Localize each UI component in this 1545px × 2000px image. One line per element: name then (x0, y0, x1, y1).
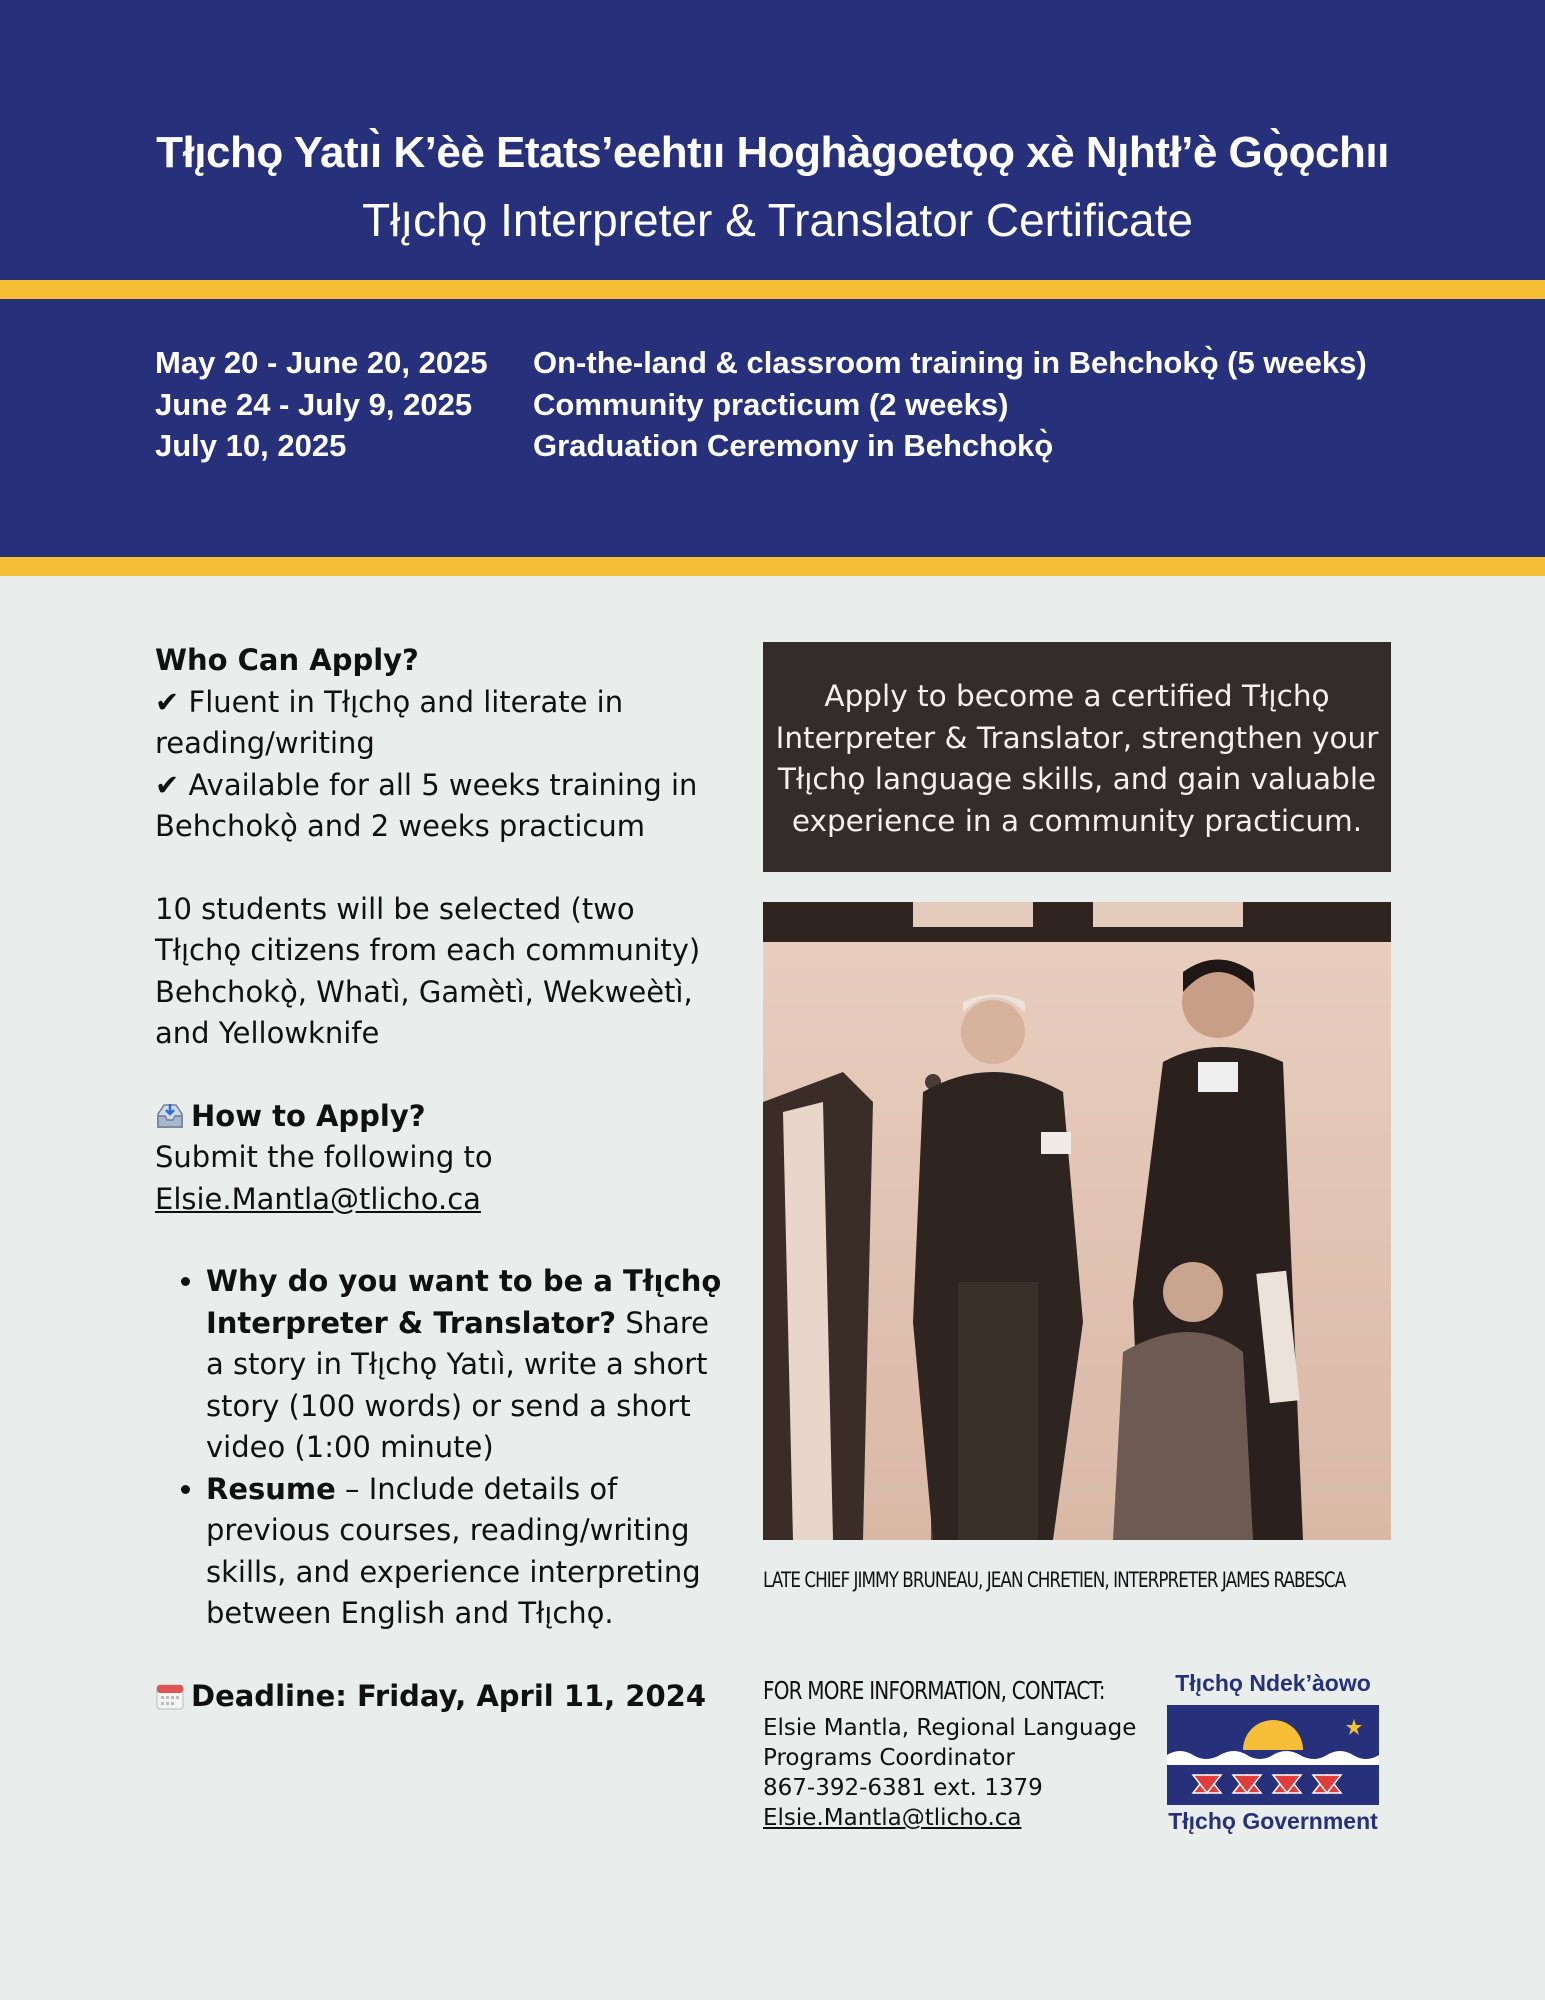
requirements-list (155, 1261, 725, 1635)
callout-box (763, 642, 1391, 872)
schedule-desc: Graduation Ceremony in Behchokǫ̀ (533, 428, 1054, 463)
deadline-line (155, 1676, 725, 1718)
requirement-item (206, 1469, 725, 1635)
contact-name: Elsie Mantla, Regional Language (763, 1715, 1137, 1741)
inbox-tray-icon (155, 1100, 185, 1128)
schedule-row (155, 387, 1008, 423)
schedule-row (155, 428, 1053, 464)
contact-details (763, 1713, 1143, 1833)
check-icon: ✔ (155, 767, 180, 802)
title-english: Tłı̨chǫ Interpreter & Translator Certificate (362, 194, 1193, 246)
left-column (155, 640, 725, 1717)
who-item-text: Available for all 5 weeks training in Behchokǫ̀ and 2 weeks practicum (155, 767, 698, 843)
requirement-text: – Include details of previous courses, reading/writing skills, and experience interpreting between English and Tłı̨chǫ. (206, 1471, 701, 1630)
logo-top-text: Tłı̨chǫ Ndek’àowo (1175, 1670, 1371, 1696)
schedule-desc: On-the-land & classroom training in Behchokǫ̀ (5 weeks) (533, 345, 1367, 380)
schedule-date: July 10, 2025 (155, 428, 347, 463)
requirement-title: Why do you want to be a Tłı̨chǫ Interpreter & Translator? (206, 1264, 722, 1340)
schedule-desc: Community practicum (2 weeks) (533, 387, 1009, 422)
contact-email-link[interactable]: Elsie.Mantla@tlicho.ca (763, 1805, 1022, 1831)
schedule-date: June 24 - July 9, 2025 (155, 387, 473, 422)
contact-phone[interactable]: 867-392-6381 ext. 1379 (763, 1775, 1043, 1801)
who-item (155, 682, 725, 765)
apply-heading: How to Apply? (191, 1098, 426, 1133)
tlicho-government-logo (1167, 1670, 1379, 1838)
contact-heading: FOR MORE INFORMATION, CONTACT: (763, 1676, 1105, 1705)
requirement-item (206, 1261, 725, 1469)
header-banner (0, 0, 1545, 280)
calendar-icon (155, 1680, 185, 1708)
selection-text: 10 students will be selected (two Tłı̨chǫ citizens from each community) Behchokǫ̀, Whatì, Gamètì, Wekweètì, and Yellowknife (155, 891, 701, 1050)
schedule-date: May 20 - June 20, 2025 (155, 345, 488, 380)
tlicho-flag-icon (1167, 1705, 1379, 1805)
who-item (155, 765, 725, 848)
callout-text: Apply to become a certified Tłı̨chǫ Interpreter & Translator, strengthen your Tłı̨chǫ language skills, and gain valuable experience in a community practicum. (775, 679, 1379, 838)
historic-photo (763, 902, 1391, 1540)
gold-stripe-bottom (0, 557, 1545, 576)
contact-role: Programs Coordinator (763, 1745, 1015, 1771)
schedule-row (155, 345, 1367, 381)
apply-heading-line (155, 1096, 725, 1138)
requirement-title: Resume (206, 1471, 336, 1506)
deadline-text: Deadline: Friday, April 11, 2024 (191, 1678, 707, 1713)
who-heading: Who Can Apply? (155, 643, 419, 677)
photo-caption: LATE CHIEF JIMMY BRUNEAU, JEAN CHRETIEN, INTERPRETER JAMES RABESCA (763, 1568, 1346, 1592)
title-tlicho: Tłı̨chǫ Yatıı̀ K’èè Etats’eehtıı Hoghàgoetǫǫ xè Nı̨htł’è Gǫ̀ǫchıı (156, 128, 1389, 177)
apply-intro: Submit the following to (155, 1140, 493, 1174)
apply-email-link[interactable]: Elsie.Mantla@tlicho.ca (155, 1181, 481, 1216)
logo-bottom-text: Tłı̨chǫ Government (1168, 1808, 1378, 1834)
requirement-text: Share a story in Tłı̨chǫ Yatıı̀, write a short story (100 words) or send a short video (1:00 minute) (206, 1305, 710, 1464)
who-item-text: Fluent in Tłı̨chǫ and literate in reading/writing (155, 684, 624, 760)
gold-stripe-top (0, 280, 1545, 299)
check-icon: ✔ (155, 684, 180, 719)
schedule-band (0, 299, 1545, 557)
